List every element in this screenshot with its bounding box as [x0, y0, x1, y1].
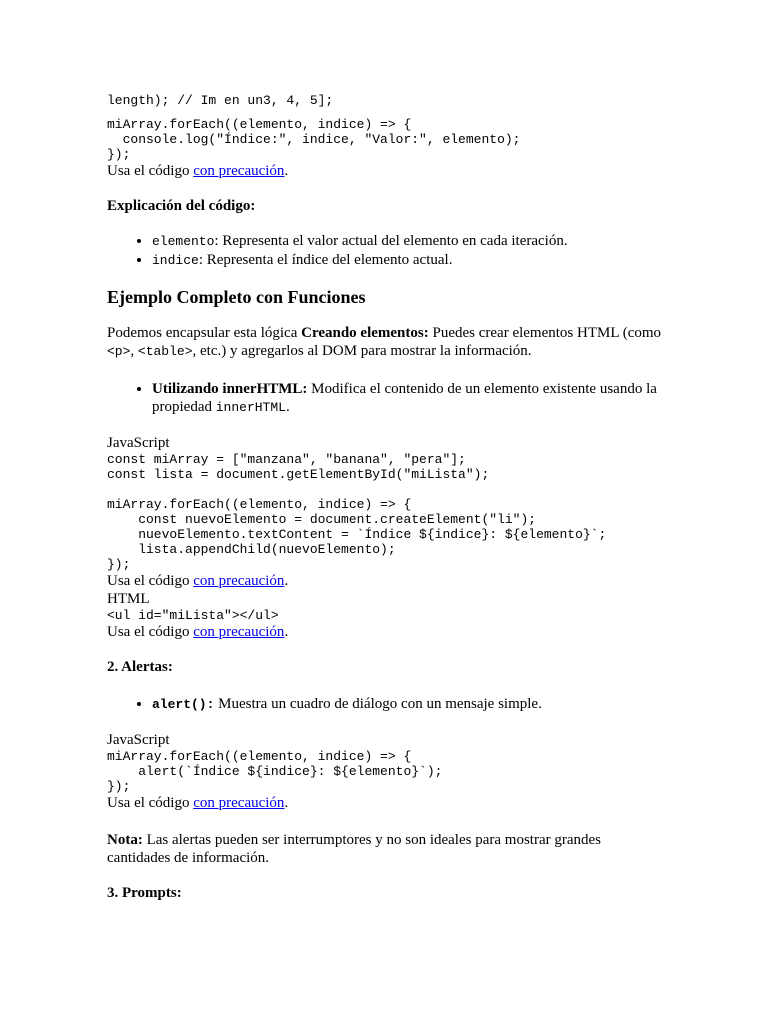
- caution-note-3: Usa el código con precaución.: [107, 624, 289, 640]
- list-item: • elemento: Representa el valor actual del elemento en cada iteración.: [152, 232, 667, 251]
- explanation-list: [107, 232, 667, 270]
- code-block-foreach-log: miArray.forEach((elemento, indice) => { console.log("Índice:", indice, "Valor:", elemento); });: [107, 117, 521, 162]
- caution-link-2[interactable]: con precaución: [193, 573, 285, 589]
- code-line-fragment: length); // Im en un3, 4, 5];: [107, 93, 334, 108]
- document-page: [107, 93, 667, 902]
- prompts-heading: 3. Prompts:: [107, 885, 182, 901]
- caution-link-1[interactable]: con precaución: [193, 163, 285, 179]
- code-block-alert: miArray.forEach((elemento, indice) => { alert(`Índice ${indice}: ${elemento}`); });: [107, 749, 443, 794]
- section-title: Ejemplo Completo con Funciones: [107, 287, 366, 307]
- alerts-heading: 2. Alertas:: [107, 659, 173, 675]
- list-item: • alert(): Muestra un cuadro de diálogo con un mensaje simple.: [152, 695, 667, 714]
- code-lang-label: JavaScript: [107, 732, 170, 748]
- caution-link-4[interactable]: con precaución: [193, 795, 285, 811]
- note-paragraph: Nota: Las alertas pueden ser interrumptores y no son ideales para mostrar grandes cantidades de información.: [107, 832, 602, 866]
- list-item: • Utilizando innerHTML: Modifica el contenido de un elemento existente usando la propiedad innerHTML.: [152, 380, 667, 417]
- innerhtml-list: [107, 380, 667, 417]
- caution-note-2: Usa el código con precaución.: [107, 573, 289, 589]
- intro-paragraph: Podemos encapsular esta lógica Creando elementos: Puedes crear elementos HTML (como <p>, <table>, etc.) y agregarlos al DOM para mostrar la información.: [107, 325, 662, 359]
- explanation-heading: Explicación del código:: [107, 198, 256, 214]
- code-lang-label: JavaScript: [107, 435, 170, 451]
- code-block-html-list: <ul id="miLista"></ul>: [107, 608, 279, 623]
- caution-note-1: Usa el código con precaución.: [107, 163, 289, 179]
- alerts-list: [107, 695, 667, 714]
- code-lang-label: HTML: [107, 591, 150, 607]
- caution-link-3[interactable]: con precaución: [193, 624, 285, 640]
- code-block-create-elements: const miArray = ["manzana", "banana", "pera"]; const lista = document.getElementById("miLista"); miArray.forEach((elemento, indice) => { const nuevoElemento = document.createElement("li"); nuevoElemento.textContent = `Índice ${indice}: ${elemento}`; lista.appendChild(nuevoElemento); });: [107, 452, 607, 572]
- caution-note-4: Usa el código con precaución.: [107, 795, 289, 811]
- list-item: • indice: Representa el índice del elemento actual.: [152, 251, 667, 270]
